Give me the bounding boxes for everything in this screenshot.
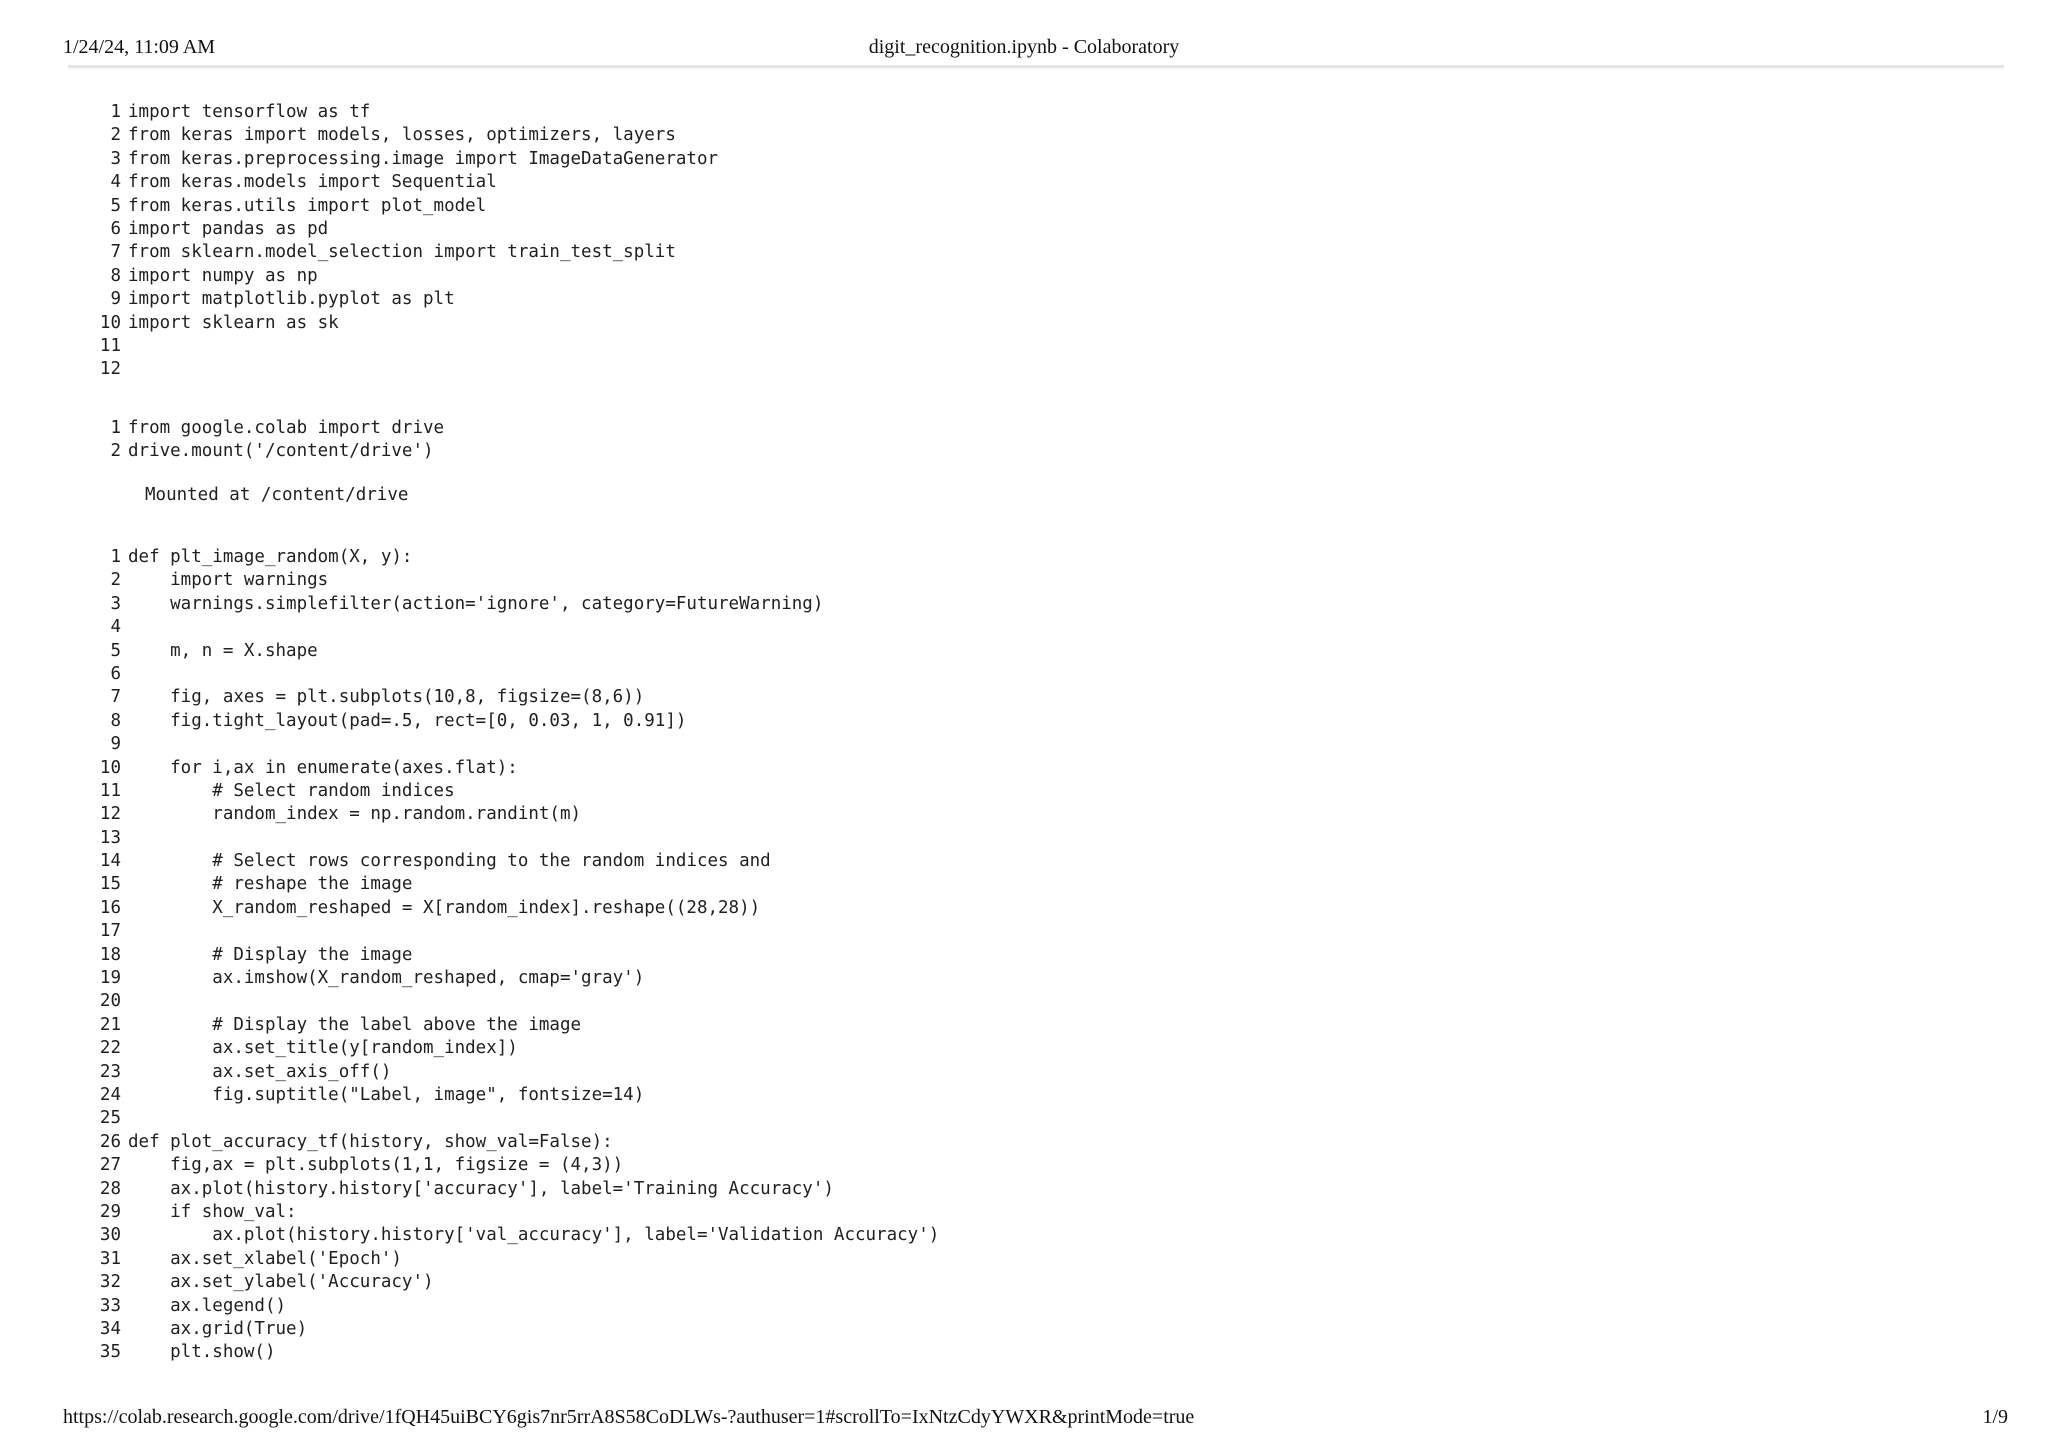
code-text[interactable]: import matplotlib.pyplot as plt xyxy=(128,289,455,310)
line-number: 21 xyxy=(99,1014,121,1035)
line-number: 32 xyxy=(99,1272,121,1293)
line-number: 17 xyxy=(99,921,121,942)
code-text[interactable]: from keras import models, losses, optimizers, layers xyxy=(128,125,676,146)
code-text[interactable]: ax.set_ylabel('Accuracy') xyxy=(128,1272,434,1293)
code-text[interactable]: from sklearn.model_selection import train_test_split xyxy=(128,242,676,263)
line-number: 6 xyxy=(110,218,121,239)
line-number: 30 xyxy=(99,1225,121,1246)
code-text[interactable]: # Select random indices xyxy=(128,780,455,801)
code-text[interactable]: from keras.utils import plot_model xyxy=(128,195,487,216)
notebook-title: digit_recognition.ipynb - Colaboratory xyxy=(868,36,1180,58)
page-url: https://colab.research.google.com/drive/1fQH45uiBCY6gis7nr5rrA8S58CoDLWs-?authuser=1#scrollTo=IxNtzCdyYWXR&printMode=true xyxy=(63,1406,1195,1428)
code-text[interactable]: ax.set_axis_off() xyxy=(128,1061,392,1082)
line-number: 29 xyxy=(99,1201,121,1222)
line-number: 23 xyxy=(99,1061,121,1082)
line-number: 6 xyxy=(110,663,121,684)
line-number: 26 xyxy=(99,1131,121,1152)
code-text[interactable]: def plot_accuracy_tf(history, show_val=False): xyxy=(128,1131,613,1152)
code-text[interactable]: m, n = X.shape xyxy=(128,640,318,661)
code-text[interactable]: def plt_image_random(X, y): xyxy=(128,547,413,567)
print-date: 1/24/24, 11:09 AM xyxy=(63,36,216,58)
line-number: 24 xyxy=(99,1084,121,1105)
line-number: 5 xyxy=(110,640,121,661)
line-number: 7 xyxy=(110,687,121,708)
print-header xyxy=(0,0,2048,68)
line-number: 2 xyxy=(110,570,121,591)
line-number: 8 xyxy=(110,710,121,731)
code-text[interactable]: # reshape the image xyxy=(128,874,413,895)
page-number: 1/9 xyxy=(1982,1406,2008,1428)
line-number: 7 xyxy=(110,242,121,263)
line-number: 25 xyxy=(99,1108,121,1129)
line-number: 3 xyxy=(110,593,121,614)
line-number: 9 xyxy=(110,734,121,755)
code-text[interactable]: drive.mount('/content/drive') xyxy=(128,441,434,462)
line-number: 2 xyxy=(110,441,121,462)
code-text[interactable]: import tensorflow as tf xyxy=(128,102,371,122)
line-number: 10 xyxy=(99,757,121,778)
line-number: 12 xyxy=(99,804,121,825)
code-text[interactable]: ax.set_xlabel('Epoch') xyxy=(128,1248,402,1269)
line-number: 14 xyxy=(99,851,121,872)
code-text[interactable]: plt.show() xyxy=(128,1342,276,1363)
line-number: 22 xyxy=(99,1038,121,1059)
code-text[interactable]: ax.imshow(X_random_reshaped, cmap='gray') xyxy=(128,968,645,989)
line-number: 20 xyxy=(99,991,121,1012)
line-number: 11 xyxy=(99,780,121,801)
line-number: 15 xyxy=(99,874,121,895)
code-text[interactable]: fig, axes = plt.subplots(10,8, figsize=(8,6)) xyxy=(128,687,645,708)
code-text[interactable]: # Display the label above the image xyxy=(128,1014,582,1035)
code-text[interactable]: X_random_reshaped = X[random_index].reshape((28,28)) xyxy=(128,897,761,918)
code-text[interactable]: fig.suptitle("Label, image", fontsize=14) xyxy=(128,1084,645,1105)
cell-output-mount: Mounted at /content/drive xyxy=(145,485,409,505)
code-text[interactable]: ax.grid(True) xyxy=(128,1318,308,1339)
code-text[interactable]: random_index = np.random.randint(m) xyxy=(128,804,582,825)
line-number: 11 xyxy=(99,335,121,356)
line-number: 33 xyxy=(99,1295,121,1316)
code-text[interactable]: ax.legend() xyxy=(128,1295,287,1316)
code-text[interactable]: fig,ax = plt.subplots(1,1, figsize = (4,3)) xyxy=(128,1155,624,1176)
line-number: 9 xyxy=(110,289,121,310)
code-text[interactable]: from keras.models import Sequential xyxy=(128,172,497,193)
code-text[interactable]: import warnings xyxy=(128,570,329,591)
line-number: 19 xyxy=(99,968,121,989)
line-number: 28 xyxy=(99,1178,121,1199)
line-number: 18 xyxy=(99,944,121,965)
code-text[interactable]: # Display the image xyxy=(128,944,413,965)
code-text[interactable]: import numpy as np xyxy=(128,265,318,286)
line-number: 1 xyxy=(110,547,121,567)
line-number: 5 xyxy=(110,195,121,216)
line-number: 3 xyxy=(110,148,121,169)
code-text[interactable]: for i,ax in enumerate(axes.flat): xyxy=(128,757,518,778)
line-number: 1 xyxy=(110,418,121,438)
line-number: 4 xyxy=(110,172,121,193)
code-text[interactable]: from keras.preprocessing.image import ImageDataGenerator xyxy=(128,148,719,169)
line-number: 2 xyxy=(110,125,121,146)
line-number: 27 xyxy=(99,1155,121,1176)
code-text[interactable]: warnings.simplefilter(action='ignore', category=FutureWarning) xyxy=(128,593,824,614)
line-number: 35 xyxy=(99,1342,121,1363)
line-number: 8 xyxy=(110,265,121,286)
code-text[interactable]: ax.set_title(y[random_index]) xyxy=(128,1038,518,1059)
header-divider xyxy=(68,65,2004,68)
code-text[interactable]: if show_val: xyxy=(128,1201,297,1222)
code-text[interactable]: from google.colab import drive xyxy=(128,418,445,438)
line-number: 4 xyxy=(110,617,121,638)
line-number: 13 xyxy=(99,827,121,848)
code-text[interactable]: import pandas as pd xyxy=(128,218,329,239)
line-number: 10 xyxy=(99,312,121,333)
code-text[interactable]: import sklearn as sk xyxy=(128,312,339,333)
line-number: 12 xyxy=(99,359,121,380)
code-text[interactable]: fig.tight_layout(pad=.5, rect=[0, 0.03, 1, 0.91]) xyxy=(128,710,687,731)
line-number: 31 xyxy=(99,1248,121,1269)
line-number: 34 xyxy=(99,1318,121,1339)
line-number: 16 xyxy=(99,897,121,918)
code-text[interactable]: # Select rows corresponding to the random indices and xyxy=(128,851,771,872)
code-text[interactable]: ax.plot(history.history['val_accuracy'], label='Validation Accuracy') xyxy=(128,1225,940,1246)
line-number: 1 xyxy=(110,102,121,122)
code-text[interactable]: ax.plot(history.history['accuracy'], label='Training Accuracy') xyxy=(128,1178,834,1199)
